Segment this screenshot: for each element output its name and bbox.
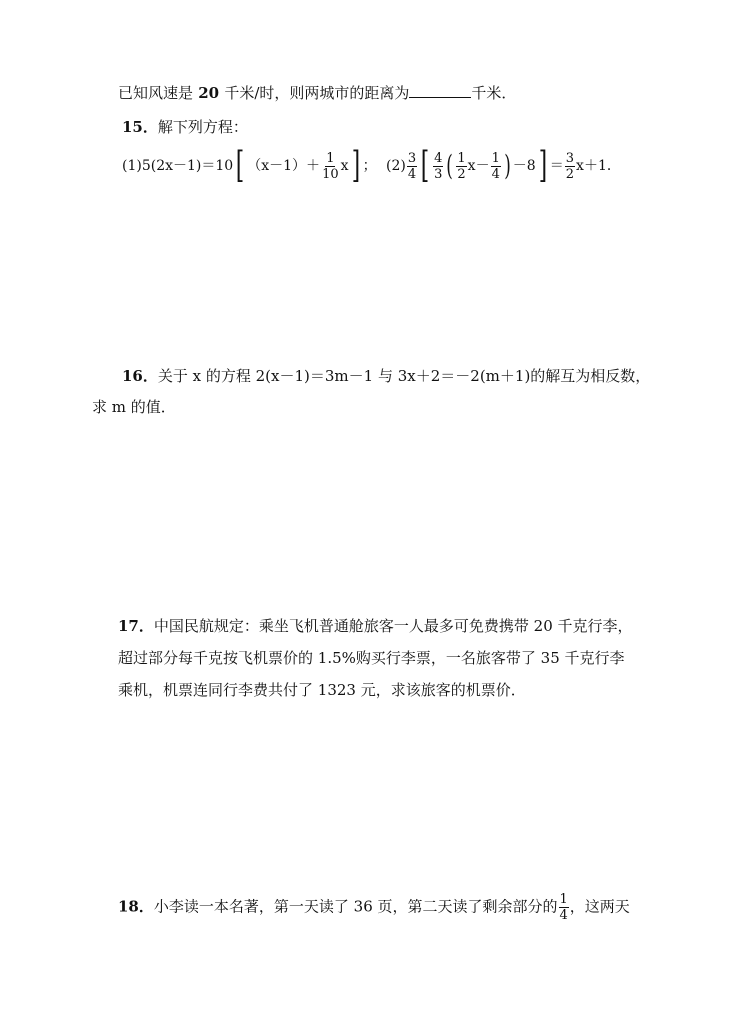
q16-line-1 (122, 365, 650, 386)
eq2-f2-num: 4 (434, 150, 443, 166)
q18-text-after: ，这两天 (569, 897, 630, 916)
eq2-f5-den: 2 (565, 166, 575, 182)
q16-number: 16． (122, 367, 158, 385)
eq1-frac-num: 1 (326, 150, 335, 166)
eq2-rhs: x＋1． (576, 158, 621, 174)
q18-frac-den: 4 (559, 908, 568, 923)
q17-line-2 (118, 647, 625, 668)
q18-line-1 (118, 892, 630, 923)
q18-text-before: 小李读一本名著，第一天读了 36 页，第二天读了剩余部分的 (153, 897, 558, 916)
eq1-frac-den: 10 (322, 166, 339, 182)
left-square-bracket: [ (236, 145, 245, 186)
eq1-label: (1) (122, 158, 142, 174)
q14-suffix: 千米． (471, 84, 517, 102)
q15-number: 15． (122, 118, 158, 136)
right-square-bracket: ] (538, 145, 547, 186)
eq1-fraction (321, 151, 340, 182)
eq2-frac-2 (433, 151, 443, 182)
eq2-f5-num: 3 (565, 150, 575, 166)
q16-line-2 (92, 396, 176, 417)
eq2-f4-num: 1 (491, 150, 500, 166)
eq1-end: ； (362, 158, 377, 174)
right-square-bracket: ] (351, 145, 360, 186)
q17-text-3: 乘机，机票连同行李费共付了 1323 元，求该旅客的机票价． (118, 681, 526, 699)
q17-text-1: 中国民航规定：乘坐飞机普通舱旅客一人最多可免费携带 20 千克行李， (153, 617, 633, 635)
q14-speed: 20 (198, 84, 220, 102)
q15-equation-2 (386, 145, 621, 186)
eq2-f2-den: 3 (434, 166, 443, 182)
q17-line-1 (118, 615, 633, 636)
eq1-inner: （x－1）＋ (247, 158, 321, 174)
q15-title: 解下列方程： (157, 118, 248, 136)
q17-text-2: 超过部分每千克按飞机票价的 1.5%购买行李票，一名旅客带了 35 千克行李 (118, 649, 625, 667)
q15-equation-1 (122, 145, 377, 186)
eq2-frac-4 (491, 151, 501, 182)
eq2-f3-den: 2 (457, 166, 466, 182)
q17-line-3 (118, 679, 526, 700)
eq2-frac-1 (407, 151, 417, 182)
q18-frac-num: 1 (559, 892, 568, 907)
eq2-label: (2) (386, 158, 406, 174)
q14-middle: 千米/时，则两城市的距离为 (224, 84, 410, 102)
q18-fraction (559, 892, 569, 923)
q15-heading (122, 116, 248, 137)
eq2-f1-den: 4 (407, 166, 417, 182)
left-square-bracket: [ (420, 145, 430, 186)
right-paren: ) (504, 149, 511, 182)
q14-prefix: 已知风速是 (118, 84, 194, 102)
q16-text-1: 关于 x 的方程 2(x－1)＝3m－1 与 3x＋2＝－2(m＋1)的解互为相反数， (157, 367, 651, 385)
eq2-f3-num: 1 (457, 150, 466, 166)
eq2-f1-num: 3 (407, 150, 417, 166)
eq2-mid: x－ (467, 158, 490, 174)
eq2-f4-den: 4 (491, 166, 500, 182)
left-paren: ( (446, 149, 454, 182)
eq1-lhs: 5(2x－1)＝10 (141, 158, 234, 174)
q14-tail-line (118, 82, 516, 103)
q18-number: 18． (118, 897, 154, 916)
answer-blank[interactable] (409, 83, 471, 98)
eq2-minus8: －8 (512, 158, 536, 174)
eq2-frac-3 (456, 151, 466, 182)
eq2-equals: ＝ (549, 158, 564, 174)
q16-text-2: 求 m 的值． (92, 398, 176, 416)
eq2-frac-5 (565, 151, 575, 182)
q17-number: 17． (118, 617, 154, 635)
eq1-after-frac: x (340, 158, 349, 174)
